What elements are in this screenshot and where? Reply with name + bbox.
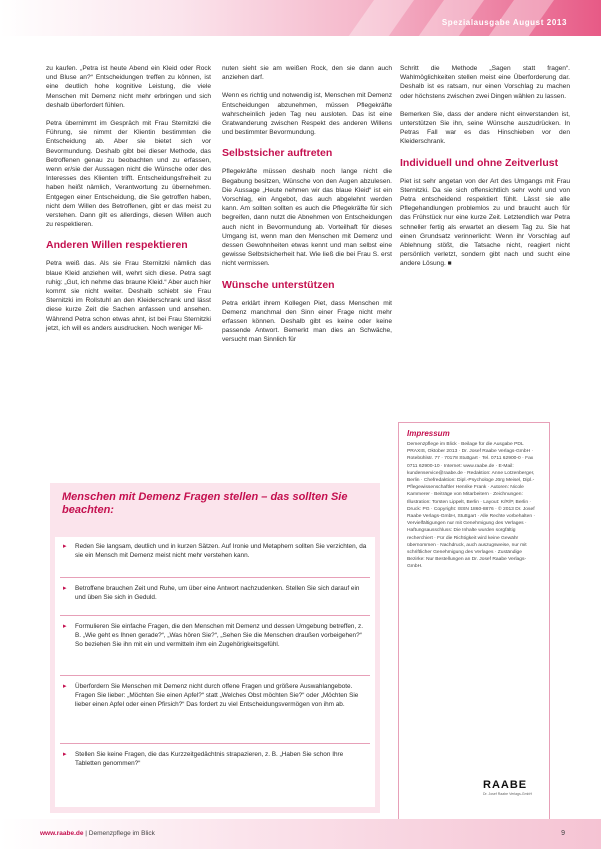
tip-text: Stellen Sie keine Fragen, die das Kurzzeitgedächtnis strapazieren, z. B. „Haben Sie schon Ihre Tabletten genommen?“ — [75, 751, 344, 767]
paragraph: Petra weiß das. Als sie Frau Sternitzki nämlich das blaue Kleid anziehen will, wehrt sich diese. Petra sagt ruhig: „Gut, ich nehme das braune Kleid.“ Aber auch hier kommt sie nicht weiter. Deshalb schiebt sie Frau Sternitzki im Rollstuhl an den Kleiderschrank und lässt diese kurze Zeit die Sachen anfassen und ansehen. Während Petra schon etwas ahnt, ist bei Frau Sternitzki jetzt, ich will es anders ausdrucken. Noch weniger Mi- — [46, 260, 211, 332]
tip-item — [55, 539, 375, 563]
arrow-right-icon: ▸ — [63, 751, 67, 758]
issue-label: Spezialausgabe August 2013 — [441, 18, 567, 27]
impressum-box — [398, 422, 550, 824]
raabe-logo-subtitle: Dr. Josef Raabe Verlags-GmbH — [483, 792, 533, 796]
impressum-text: Demenzpflege im Blick · Beilage für die Ausgabe PDL PRAXIS, Oktober 2013 · Dr. Josef Raabe Verlags-GmbH · Rotebühlstr. 77 · 70178 Stuttgart · Tel. 0711 62900-0 · Fax 0711 62900-10 · Internet: www.raabe.de · E-Mail: kundenservice@raabe.de · Redaktion: Anne Lotzenberger, Berlin · Chefredaktion: Dipl.-Psychologe Jörg Meisel, Dipl.-Pflegewissenschaftler Henrike Frank · Autoren: Nicole Kammerer · Beiträge von Mitarbeitern · Zeichnungen: Illustration: Torsten Lippelt, Berlin · Layout: K/R/P, Berlin · Druck: PG · Copyright: ISSN 1860-8876 · © 2013 Dr. Josef Raabe Verlags-GmbH, Stuttgart · Alle Rechte vorbehalten · Vervielfältigungen nur mit Genehmigung des Verlages · Haftungsausschluss: Die Inhalte wurden sorgfältig recherchiert · Für die Richtigkeit wird keine Gewähr übernommen · Nachdruck, auch auszugsweise, nur mit schriftlicher Genehmigung des Verlages · Zuständige Bezirke: Nur Bestellungen an Dr. Josef Raabe Verlags-GmbH. — [407, 442, 536, 570]
paragraph: Bemerken Sie, dass der andere nicht einverstanden ist, unterstützen Sie ihn, seine Wünsche auszudrücken. In Petras Fall war es das Hinschieben vor den Kleiderschrank. — [400, 110, 570, 146]
tip-text: Formulieren Sie einfache Fragen, die den Menschen mit Demenz und dessen Umgebung betreffen, z. B. „Wie geht es Ihnen gerade?“, „Was hören Sie?“, „Sehen Sie die Menschen draußen vorbeigehen?“ So beziehen Sie ihn mit ein und vermitteln ihm ein Zugehörigkeitsgefühl. — [75, 623, 363, 648]
page-number: 9 — [561, 830, 565, 837]
column-2 — [222, 64, 392, 354]
tips-title: Menschen mit Demenz Fragen stellen – das sollten Sie beachten: — [62, 491, 348, 516]
arrow-right-icon: ▸ — [63, 623, 67, 630]
header-band — [0, 0, 601, 36]
footer-left — [40, 830, 155, 837]
section-heading: Selbstsicher auftreten — [222, 147, 333, 160]
section-heading: Anderen Willen respektieren — [46, 239, 188, 252]
paragraph: Schritt die Methode „Sagen statt fragen“. Wahlmöglichkeiten stellen meist eine Überforderung dar. Deshalb ist es ratsam, nur einen Vorschlag zu machen oder höchstens zwischen zwei Dingen wählen zu lassen. — [400, 65, 570, 100]
raabe-logo: RAABE — [483, 779, 528, 791]
paragraph: Petra übernimmt im Gespräch mit Frau Sternitzki die Führung, sie nimmt der Klientin bestimmten die Entscheidung ab. Aber sie bietet sich vor Bevormundung. Deshalb gibt bei dieser Methode, das Betroffenen genau zu beobachten und zu erfassen, wenn er/sie der Aussagen nicht die Wünsche oder des Interesses des Klienten trifft. Entscheidungsfreiheit zu haben heißt nämlich, Verantwortung zu übernehmen. Entgegen einer Entscheidung, die Sie getroffen haben, nicht dem Willen des Betroffenen, gibt er das meist zu verstehen. Dann gilt es allerdings, diesen Willen auch zu respektieren. — [46, 120, 211, 229]
section-heading: Individuell und ohne Zeitverlust — [400, 156, 559, 169]
divider — [60, 675, 370, 676]
footer — [0, 819, 601, 849]
paragraph: Pflegekräfte müssen deshalb noch lange nicht die Begabung besitzen, Wünsche von den Augen abzulesen. Die Aussage „Heute nehmen wir das blaue Kleid“ ist ein Vorschlag, ein Angebot, das auch abgelehnt werden kann. Am sollten sollten es auch die Pflegekräfte für sich begreifen, dann nutzt die Abnehmen von Entscheidungen auch nicht in Bevormundung ab. Vorteilhaft für dieses Umgang ist, wenn man den Menschen mit Demenz und dessen Gewohnheiten etwas kennt und man selbst eine gewisse Selbstsicherheit hat. Wie ließ die bei Frau S. erst nicht vermissen. — [222, 168, 392, 268]
tip-item — [55, 581, 375, 605]
tips-list — [55, 537, 375, 807]
paragraph: nuten sieht sie am weißen Rock, den sie dann auch anziehen darf. — [222, 65, 392, 82]
paragraph: Piet ist sehr angetan von der Art des Umgangs mit Frau Sternitzki. Da sie sich offensichtlich sehr wohl und von Petra entscheidend respektiert fühlt. Lässt sie alle Pflegehandlungen problemlos zu und braucht auch für das Frühstück nur eine kurze Zeit. Letztendlich war Petra schneller fertig als erwartet an diesem Tag zu. Sie hat einen Grundsatz verinnerlicht: Wenn ihr Vorschlag auf Ablehnung stößt, die Tatsache nicht, reagiert nicht persönlich verletzt, sondern gibt nach und sucht eine andere Lösung. ■ — [400, 177, 570, 268]
tips-box — [50, 483, 380, 813]
footer-section: | Demenzpflege im Blick — [83, 830, 155, 837]
column-3 — [400, 64, 570, 278]
paragraph: Wenn es richtig und notwendig ist, Menschen mit Demenz Entscheidungen abzunehmen, müssen Pflegekräfte wahrscheinlich jeden Tag neu ausloten. Das ist eine Gratwanderung zwischen Respekt des anderen Willens und bestimmter Bevormundung. — [222, 92, 392, 137]
tip-text: Betroffene brauchen Zeit und Ruhe, um über eine Antwort nachzudenken. Stellen Sie sich darauf ein und üben Sie sich in Geduld. — [75, 585, 360, 601]
tip-item — [55, 747, 375, 771]
arrow-right-icon: ▸ — [63, 585, 67, 592]
tip-text: Reden Sie langsam, deutlich und in kurzen Sätzen. Auf Ironie und Metaphern sollten Sie verzichten, da sie ein Mensch mit Demenz meist nicht mehr verstehen kann. — [75, 543, 367, 559]
section-heading: Wünsche unterstützen — [222, 278, 335, 291]
paragraph: Petra erklärt ihrem Kollegen Piet, dass Menschen mit Demenz manchmal den Sinn einer Frage nicht mehr erfassen können. Deshalb gibt es keine oder keine passende Antwort. Bemerkt man dies an Schwäche, versucht man Sinnlich für — [222, 299, 392, 344]
paragraph: zu kaufen. „Petra ist heute Abend ein Kleid oder Rock und Bluse an?“ Entscheidungen treffen zu können, ist eine deutlich hohe kognitive Leistung, die viele Menschen mit Demenz nicht mehr erbringen und sich deshalb überfordert fühlen. — [46, 65, 211, 109]
divider — [60, 743, 370, 744]
footer-url-link[interactable]: www.raabe.de — [40, 830, 84, 837]
tip-item — [55, 619, 375, 652]
column-1 — [46, 64, 211, 342]
arrow-right-icon: ▸ — [63, 543, 67, 550]
divider — [60, 615, 370, 616]
impressum-title: Impressum — [407, 429, 450, 438]
divider — [60, 577, 370, 578]
arrow-right-icon: ▸ — [63, 683, 67, 690]
tip-text: Überfordern Sie Menschen mit Demenz nicht durch offene Fragen und größere Auswahlangebote. Fragen Sie lieber: „Möchten Sie einen Apfel?“ statt „Welches Obst möchten Sie?“ oder „Möchten Sie lieber einen Apfel oder einen Pfirsich?“ Das fordert zu viel Entscheidungsvermögen von ihm ab. — [75, 683, 359, 708]
tip-item — [55, 679, 375, 712]
